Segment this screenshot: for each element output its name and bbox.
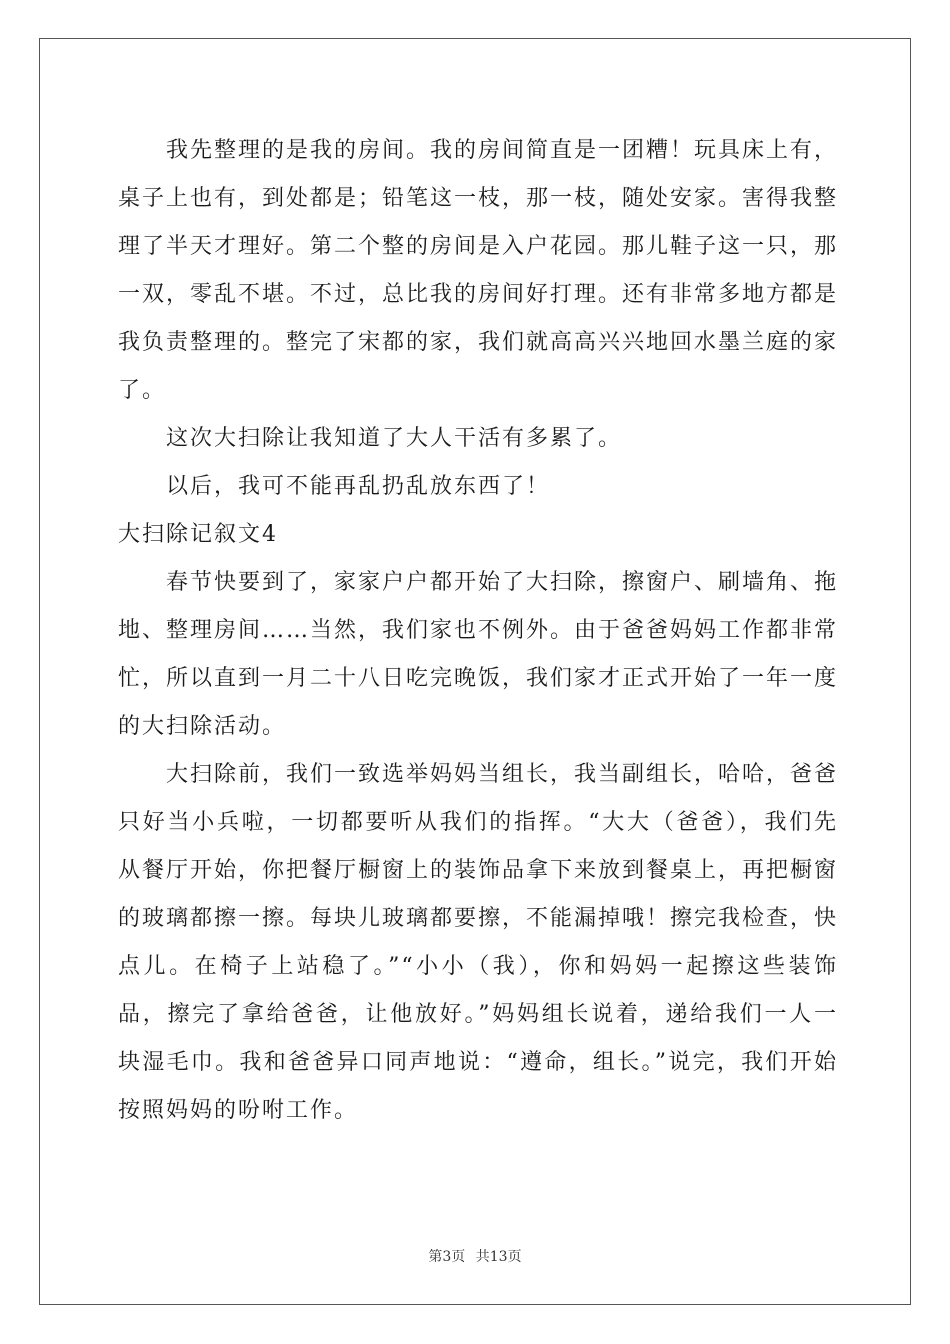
paragraph: 我先整理的是我的房间。我的房间简直是一团糟！玩具床上有，桌子上也有，到处都是；铅笔这一枝，那一枝，随处安家。害得我整理了半天才理好。第二个整的房间是入户花园。那儿鞋子这一只，那一双，零乱不堪。不过，总比我的房间好打理。还有非常多地方都是我负责整理的。整完了宋都的家，我们就高高兴兴地回水墨兰庭的家了。 (118, 138, 839, 403)
section-heading: 大扫除记叙文4 (118, 522, 278, 547)
paragraph: 这次大扫除让我知道了大人干活有多累了。 (166, 426, 623, 451)
page-footer (0, 1246, 950, 1266)
page-total: 共13页 (475, 1249, 522, 1265)
paragraph: 大扫除前，我们一致选举妈妈当组长，我当副组长，哈哈，爸爸只好当小兵啦，一切都要听从我们的指挥。“大大（爸爸），我们先从餐厅开始，你把餐厅橱窗上的装饰品拿下来放到餐桌上，再把橱窗的玻璃都擦一擦。每块儿玻璃都要擦，不能漏掉哦！擦完我检查，快点儿。在椅子上站稳了。”“小小（我），你和妈妈一起擦这些装饰品，擦完了拿给爸爸，让他放好。”妈妈组长说着，递给我们一人一块湿毛巾。我和爸爸异口同声地说：“遵命，组长。”说完，我们开始按照妈妈的吩咐工作。 (118, 762, 839, 1123)
paragraph: 以后，我可不能再乱扔乱放东西了！ (166, 474, 551, 499)
document-body (118, 127, 838, 1135)
page-number: 第3页 (428, 1249, 466, 1265)
paragraph: 春节快要到了，家家户户都开始了大扫除，擦窗户、刷墙角、拖地、整理房间……当然，我们家也不例外。由于爸爸妈妈工作都非常忙，所以直到一月二十八日吃完晚饭，我们家才正式开始了一年一度的大扫除活动。 (118, 570, 839, 739)
